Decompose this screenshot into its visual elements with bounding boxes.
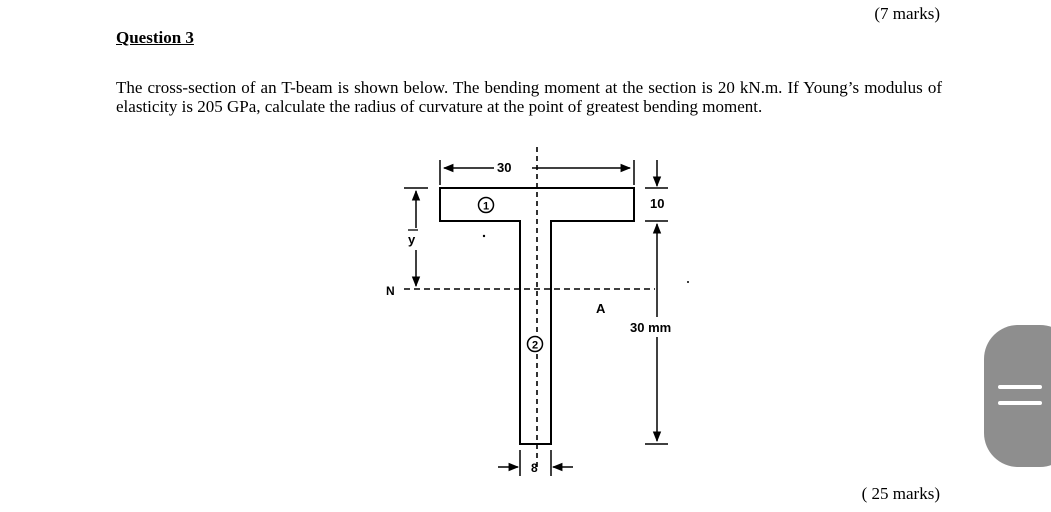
drag-handle-button[interactable] bbox=[984, 325, 1051, 467]
part-2-label: 2 bbox=[531, 339, 539, 352]
web-height-label: 30 mm bbox=[630, 320, 672, 335]
neutral-axis-label: N bbox=[386, 284, 395, 298]
flange-thickness-label: 10 bbox=[650, 196, 665, 211]
part-1-label: 1 bbox=[482, 200, 490, 213]
t-beam-outline bbox=[440, 188, 634, 444]
marks-bottom: ( 25 marks) bbox=[861, 484, 940, 503]
question-title: Question 3 bbox=[116, 28, 194, 47]
axis-label-a: A bbox=[596, 301, 606, 316]
question-text: The cross-section of an T-beam is shown below. The bending moment at the section is 20 kN.m. If Young’s modulus of elasticity is 205 GPa, calculate the radius of curvature at the point of greatest bending moment. bbox=[116, 78, 942, 116]
ybar-label: y bbox=[408, 232, 416, 247]
marks-top: (7 marks) bbox=[874, 4, 940, 23]
web-width-label: 8 bbox=[531, 461, 538, 475]
flange-width-label: 30 bbox=[497, 160, 512, 175]
